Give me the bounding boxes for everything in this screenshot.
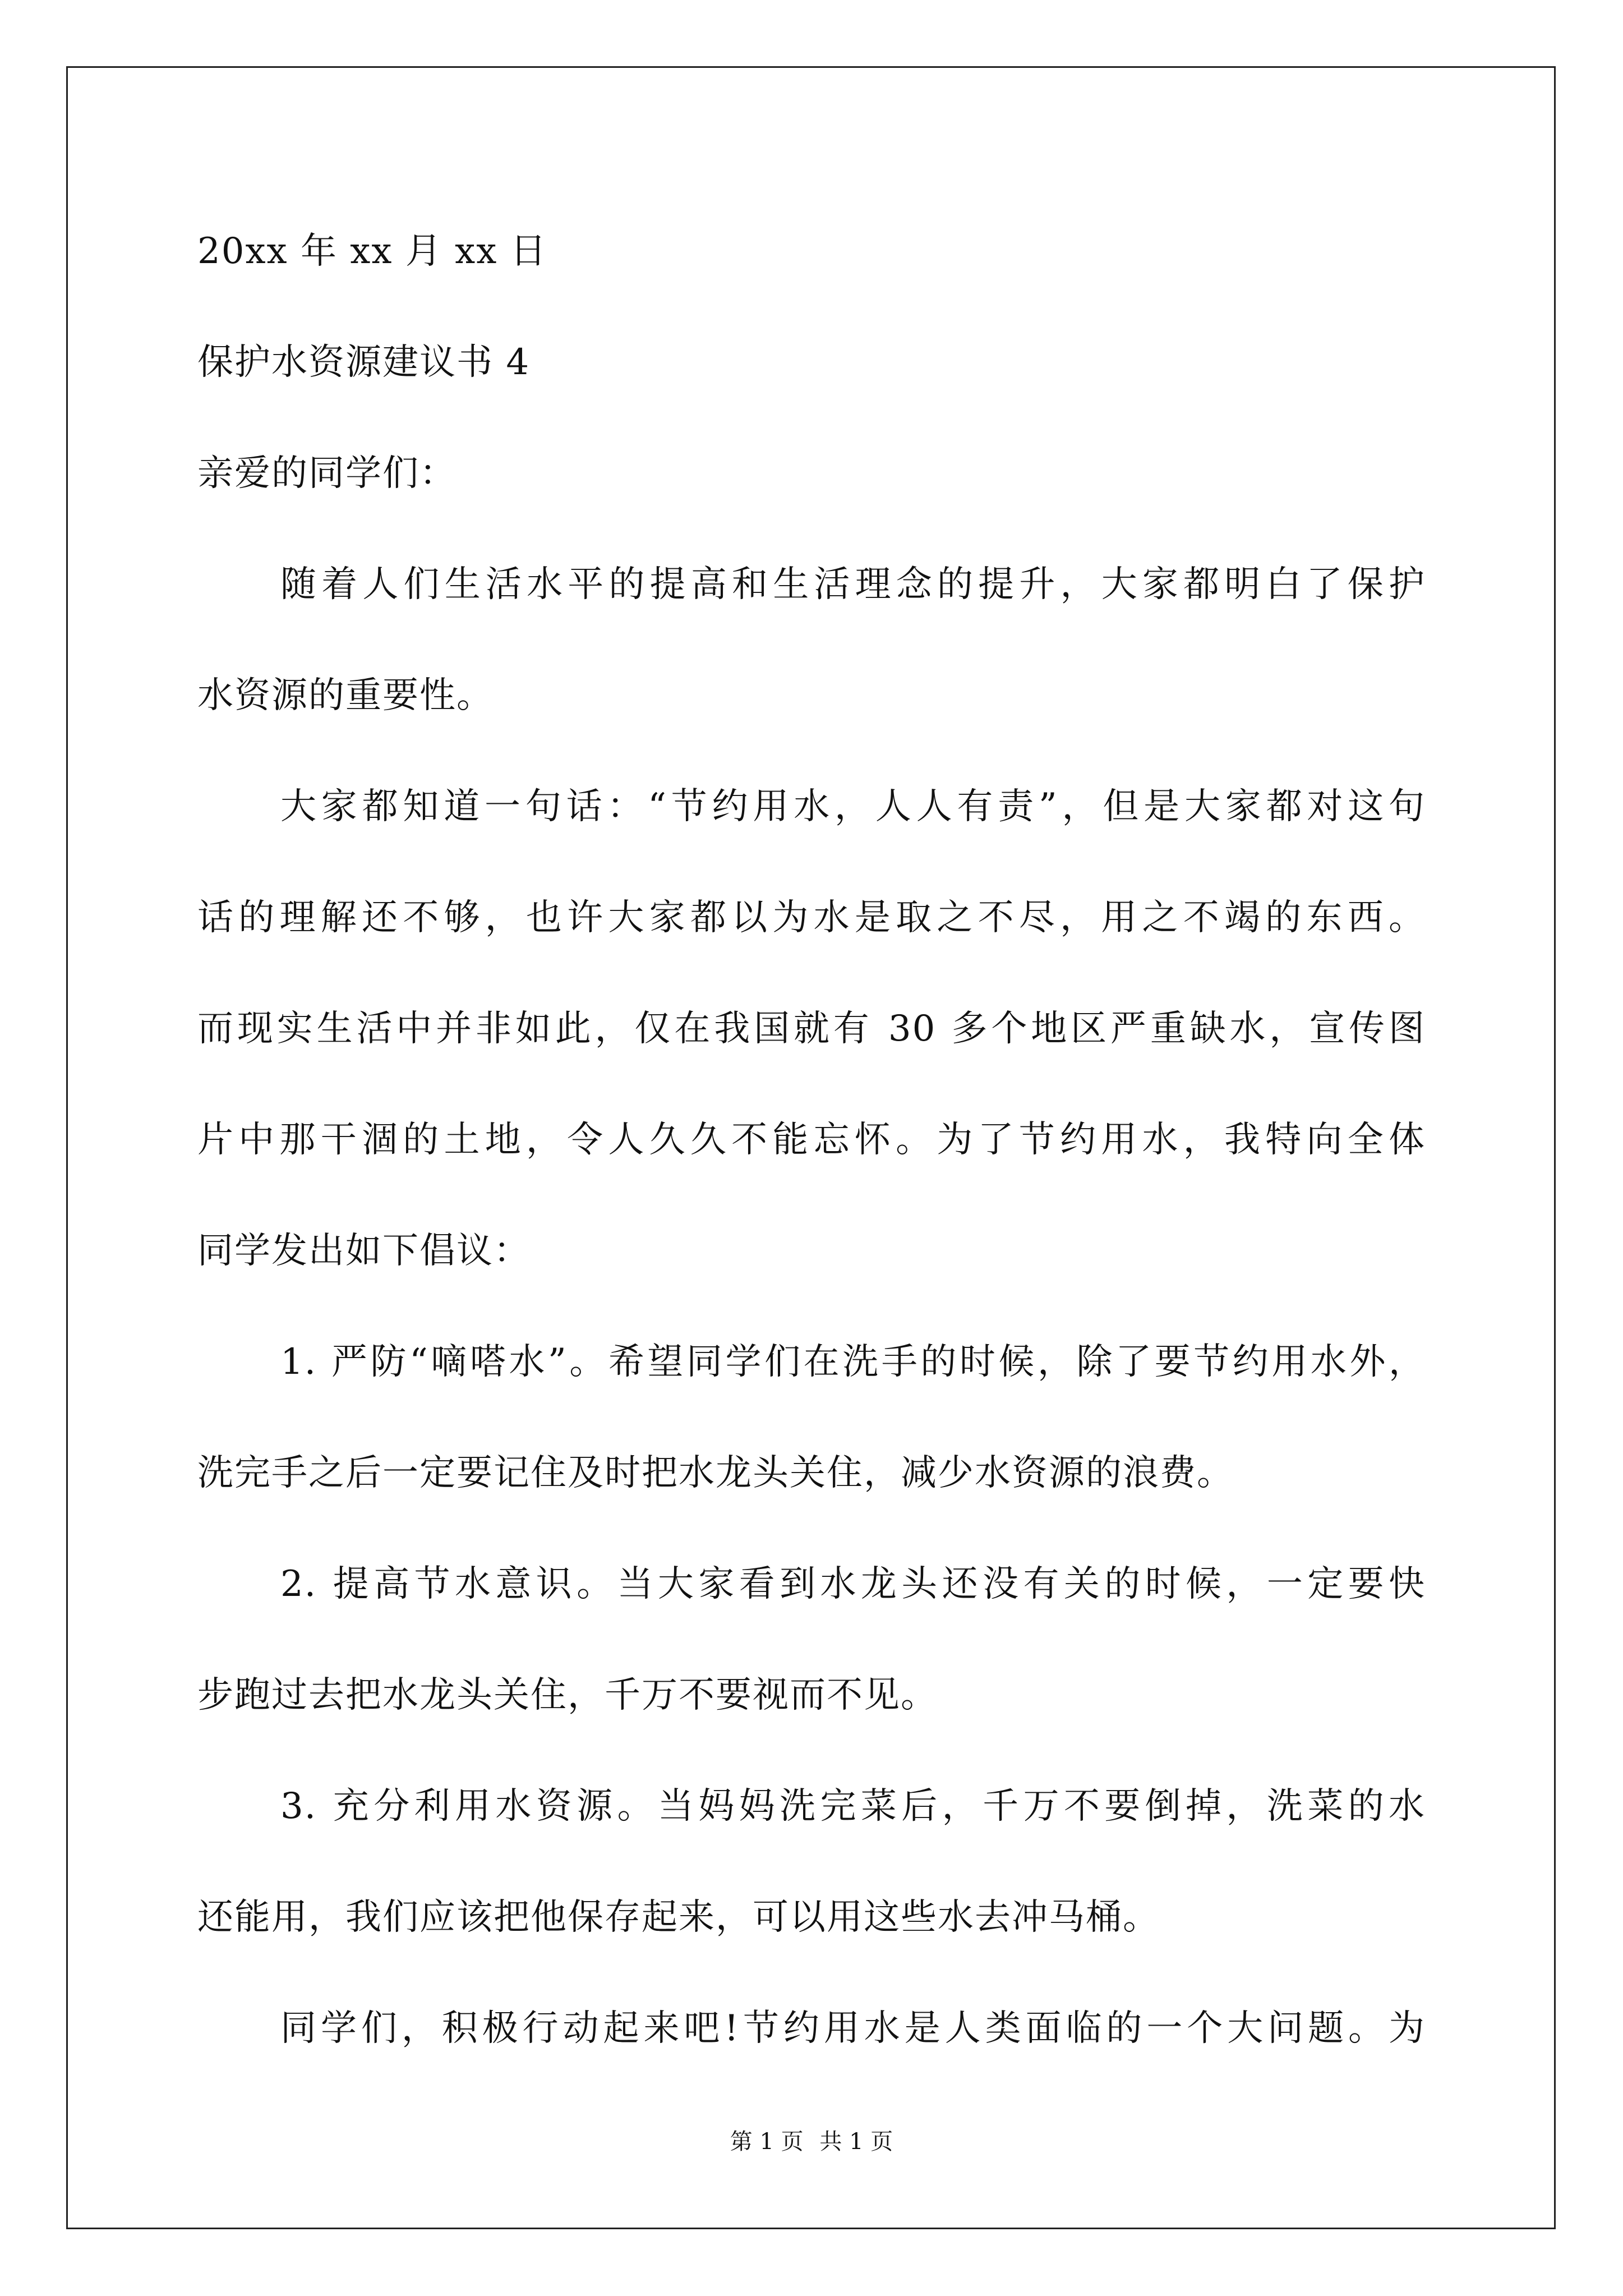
paragraph-line: 同学发出如下倡议： xyxy=(197,1230,531,1272)
page-number: 第 1 页 xyxy=(730,2129,804,2155)
paragraph-line: 洗完手之后一定要记住及时把水龙头关住，减少水资源的浪费。 xyxy=(197,1452,1234,1494)
paragraph-line: 话的理解还不够，也许大家都以为水是取之不尽，用之不竭的东西。 xyxy=(197,897,1426,938)
paragraph-line: 3. 充分利用水资源。当妈妈洗完菜后，千万不要倒掉，洗菜的水 xyxy=(280,1786,1426,1827)
document-title: 保护水资源建议书 4 xyxy=(197,342,531,383)
paragraph-line: 2. 提高节水意识。当大家看到水龙头还没有关的时候，一定要快 xyxy=(280,1563,1426,1605)
paragraph-line: 同学们，积极行动起来吧!节约用水是人类面临的一个大问题。为 xyxy=(280,2008,1426,2049)
salutation: 亲爱的同学们： xyxy=(197,453,457,494)
date-line: 20xx 年 xx 月 xx 日 xyxy=(197,231,547,272)
paragraph-line: 水资源的重要性。 xyxy=(197,675,494,716)
paragraph-line: 随着人们生活水平的提高和生活理念的提升，大家都明白了保护 xyxy=(280,564,1426,605)
paragraph-line: 而现实生活中并非如此，仅在我国就有 30 多个地区严重缺水，宣传图 xyxy=(197,1008,1426,1050)
paragraph-line: 还能用，我们应该把他保存起来，可以用这些水去冲马桶。 xyxy=(197,1897,1160,1938)
paragraph-line: 1. 严防“嘀嗒水”。希望同学们在洗手的时候，除了要节约用水外， xyxy=(280,1341,1426,1383)
page-total: 共 1 页 xyxy=(819,2129,893,2155)
paragraph-line: 片中那干涸的土地，令人久久不能忘怀。为了节约用水，我特向全体 xyxy=(197,1119,1426,1161)
paragraph-line: 步跑过去把水龙头关住，千万不要视而不见。 xyxy=(197,1674,938,1716)
paragraph-line: 大家都知道一句话：“节约用水，人人有责”，但是大家都对这句 xyxy=(280,786,1426,827)
page-footer xyxy=(0,2126,1623,2157)
